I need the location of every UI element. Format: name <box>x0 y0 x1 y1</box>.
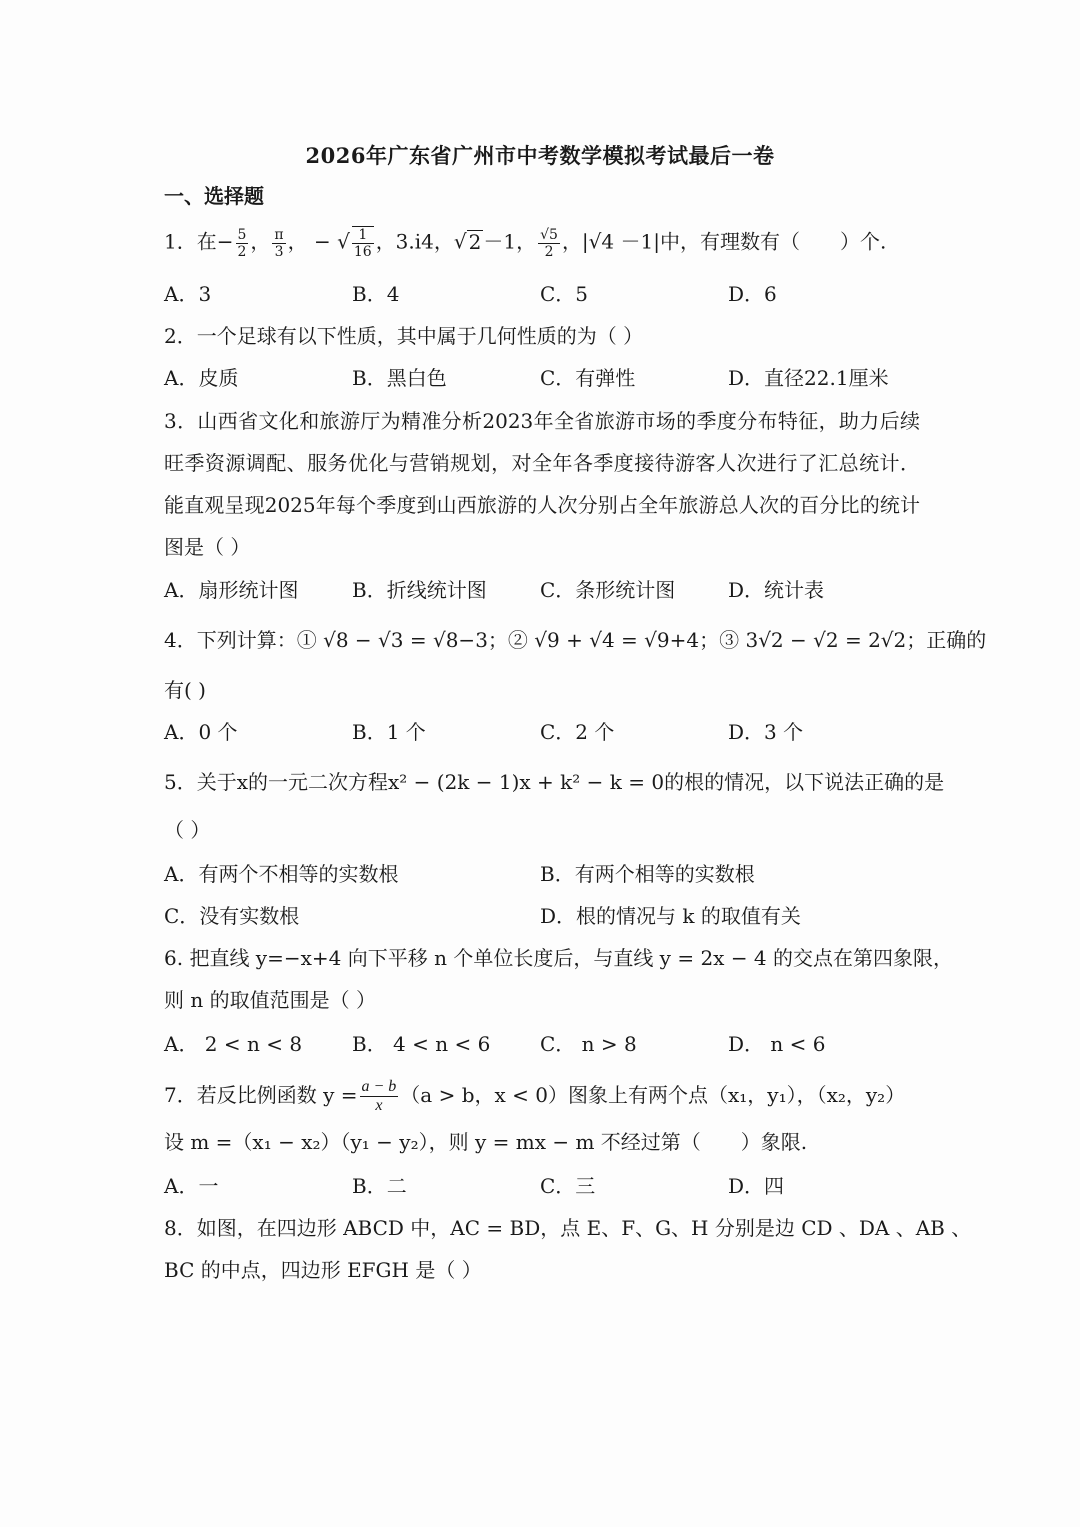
q6-option-c: C． n > 8 <box>540 1032 637 1056</box>
q4-option-a: A．0 个 <box>164 720 238 744</box>
q7-fraction: $\frac{a - b}{x}$ <box>361 1078 397 1114</box>
q7-option-a: A．一 <box>164 1174 219 1198</box>
section-heading: 一、选择题 <box>164 184 264 208</box>
q3-option-a: A．扇形统计图 <box>164 578 299 602</box>
q7-prefix: 7．若反比例函数 y = <box>164 1083 358 1107</box>
question-7-line1 <box>164 1078 905 1115</box>
question-3: 3．山西省文化和旅游厅为精准分析2023年全省旅游市场的季度分布特征，助力后续旺季资源调配、服务优化与营销规划，对全年各季度接待游客人次进行了汇总统计．能直观呈现2025年每个季度到山西旅游的人次分别占全年旅游总人次的百分比的统计图是（ ） <box>164 409 920 559</box>
q2-option-b: B．黑白色 <box>352 366 447 390</box>
q5-option-a: A．有两个不相等的实数根 <box>164 862 399 886</box>
q1-option-b: B．4 <box>352 282 400 306</box>
q4-option-d: D．3 个 <box>728 720 804 744</box>
q3-option-b: B．折线统计图 <box>352 578 487 602</box>
question-8-line1: 8．如图，在四边形 ABCD 中，AC = BD，点 E、F、G、H 分别是边 CD 、DA 、AB 、 <box>164 1216 972 1240</box>
q3-option-c: C．条形统计图 <box>540 578 676 602</box>
q5-option-b: B．有两个相等的实数根 <box>540 862 755 886</box>
question-5-line2: （ ） <box>164 818 211 842</box>
q1-frac-1-16: $\frac{1}{16}$ <box>353 227 372 260</box>
q1-prefix: 1．在 <box>164 229 217 254</box>
q2-option-a: A．皮质 <box>164 366 239 390</box>
question-1: 1．在− $\frac{5}{2}$ ， $\frac{\pi}{3}$ ， − √ $\frac{1}{16}$ ，3.i4，√ 2 －1， $\frac{√5}{2}$ ，|√4 －1|中，有理数有（ ）个. <box>164 226 887 260</box>
question-7-line2: 设 m =（x₁ − x₂）（y₁ − y₂），则 y = mx − m 不经过第（ ）象限. <box>164 1130 808 1154</box>
q5-option-c: C．没有实数根 <box>164 904 300 928</box>
q1-frac-pi-3: $\frac{\pi}{3}$ <box>274 226 284 260</box>
q1-mid: ，3.i4， <box>375 229 454 254</box>
q1-option-c: C．5 <box>540 282 589 306</box>
question-8-line2: BC 的中点，四边形 EFGH 是（ ） <box>164 1258 482 1282</box>
question-2: 2．一个足球有以下性质，其中属于几何性质的为（ ） <box>164 324 644 348</box>
q1-sqrt2: 2 <box>468 229 482 254</box>
q6-option-d: D． n < 6 <box>728 1032 826 1056</box>
q4-option-b: B．1 个 <box>352 720 426 744</box>
q7-suffix: （a > b，x < 0）图象上有两个点（x₁，y₁），（x₂，y₂） <box>400 1083 906 1107</box>
page-title: 2026年广东省广州市中考数学模拟考试最后一卷 <box>305 143 775 168</box>
q7-option-b: B．二 <box>352 1174 407 1198</box>
q7-option-d: D．四 <box>728 1174 785 1198</box>
q2-option-c: C．有弹性 <box>540 366 636 390</box>
q3-option-d: D．统计表 <box>728 578 825 602</box>
q5-option-d: D．根的情况与 k 的取值有关 <box>540 904 801 928</box>
question-4-line1: 4．下列计算：① √8 − √3 = √8−3；② √9 + √4 = √9+4；③ 3√2 − √2 = 2√2；正确的 <box>164 628 987 652</box>
q1-option-a: A．3 <box>164 282 212 306</box>
question-6-line1: 6. 把直线 y=−x+4 向下平移 n 个单位长度后，与直线 y = 2x − 4 的交点在第四象限， <box>164 946 954 970</box>
q1-minus1: －1， <box>483 229 537 254</box>
q6-option-a: A． 2 < n < 8 <box>164 1032 303 1056</box>
q1-frac-sqrt5-2: $\frac{√5}{2}$ <box>540 226 558 260</box>
q4-option-c: C．2 个 <box>540 720 615 744</box>
question-5-line1: 5．关于x的一元二次方程x² − (2k − 1)x + k² − k = 0的根的情况，以下说法正确的是 <box>164 770 945 794</box>
q1-suffix: ，|√4 －1|中，有理数有（ ）个. <box>561 229 887 254</box>
q2-option-d: D．直径22.1厘米 <box>728 366 889 390</box>
q6-option-b: B． 4 < n < 6 <box>352 1032 491 1056</box>
question-4-line2: 有( ) <box>164 678 206 702</box>
q1-frac-5-2: $\frac{5}{2}$ <box>237 226 247 260</box>
question-6-line2: 则 n 的取值范围是（ ） <box>164 988 376 1012</box>
q7-option-c: C．三 <box>540 1174 596 1198</box>
q1-option-d: D．6 <box>728 282 777 306</box>
